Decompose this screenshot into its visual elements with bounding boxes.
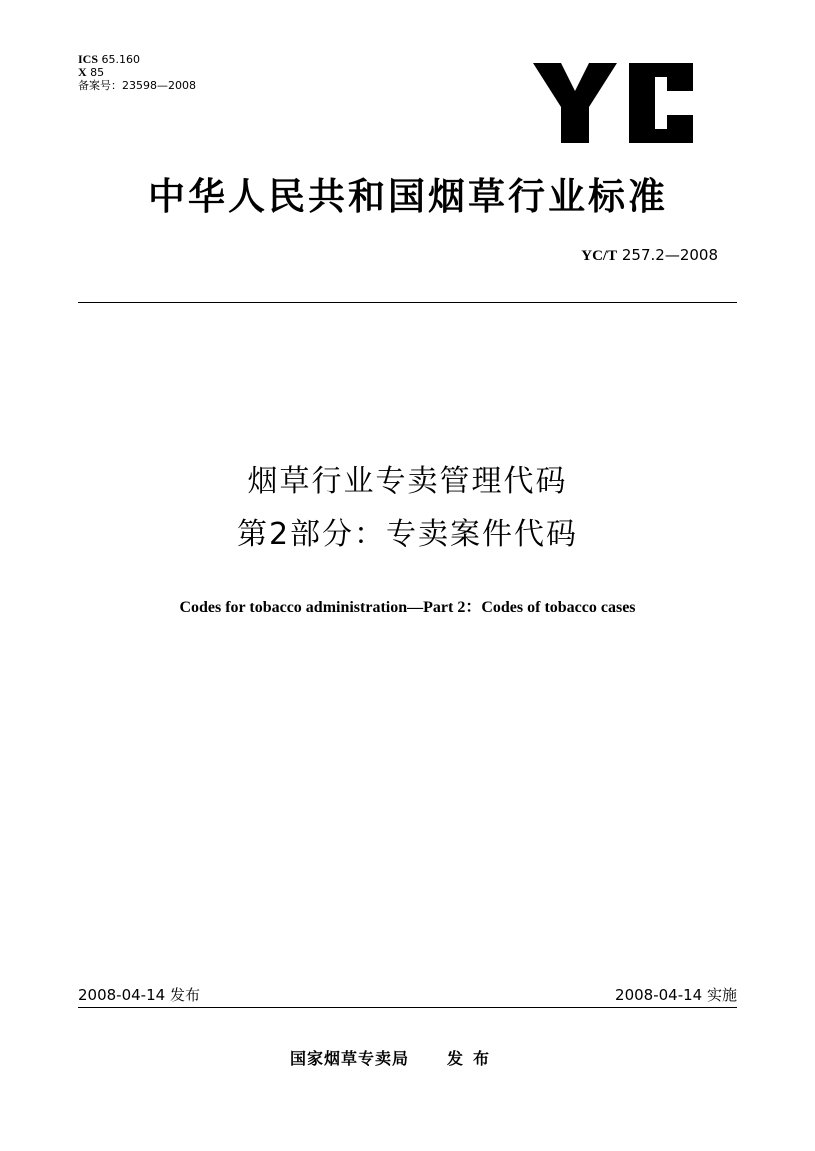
document-title-line2: 第2部分：专卖案件代码: [236, 517, 579, 552]
standard-number-value: 257.2—2008: [621, 246, 718, 264]
document-title-line1: 烟草行业专卖管理代码: [247, 464, 568, 499]
logo-letter-y: [533, 63, 617, 143]
publisher-line: [290, 1046, 499, 1069]
footer-divider: [78, 1007, 737, 1008]
class-label: X: [78, 65, 87, 79]
yc-logo: [533, 63, 693, 143]
implementation-date: 2008-04-14 实施: [615, 986, 737, 1004]
ics-value: 65.160: [101, 53, 141, 66]
standard-code: YC/T: [581, 248, 618, 264]
classification-block: [78, 53, 196, 92]
filing-number: 备案号：23598—2008: [78, 79, 196, 92]
class-line: [78, 66, 196, 79]
class-value: 85: [90, 66, 105, 79]
publisher-name: 国家烟草专卖局: [290, 1049, 410, 1068]
english-title: Codes for tobacco administration—Part 2：Codes of tobacco cases: [179, 599, 636, 616]
standard-number: [581, 246, 718, 265]
ics-line: [78, 53, 196, 66]
ics-label: ICS: [78, 52, 99, 66]
header-divider: [78, 302, 737, 303]
standard-category-title: 中华人民共和国烟草行业标准: [148, 175, 668, 218]
issue-date: 2008-04-14 发布: [78, 986, 200, 1004]
publisher-action: 发布: [447, 1049, 500, 1068]
logo-letter-c: [629, 63, 693, 143]
